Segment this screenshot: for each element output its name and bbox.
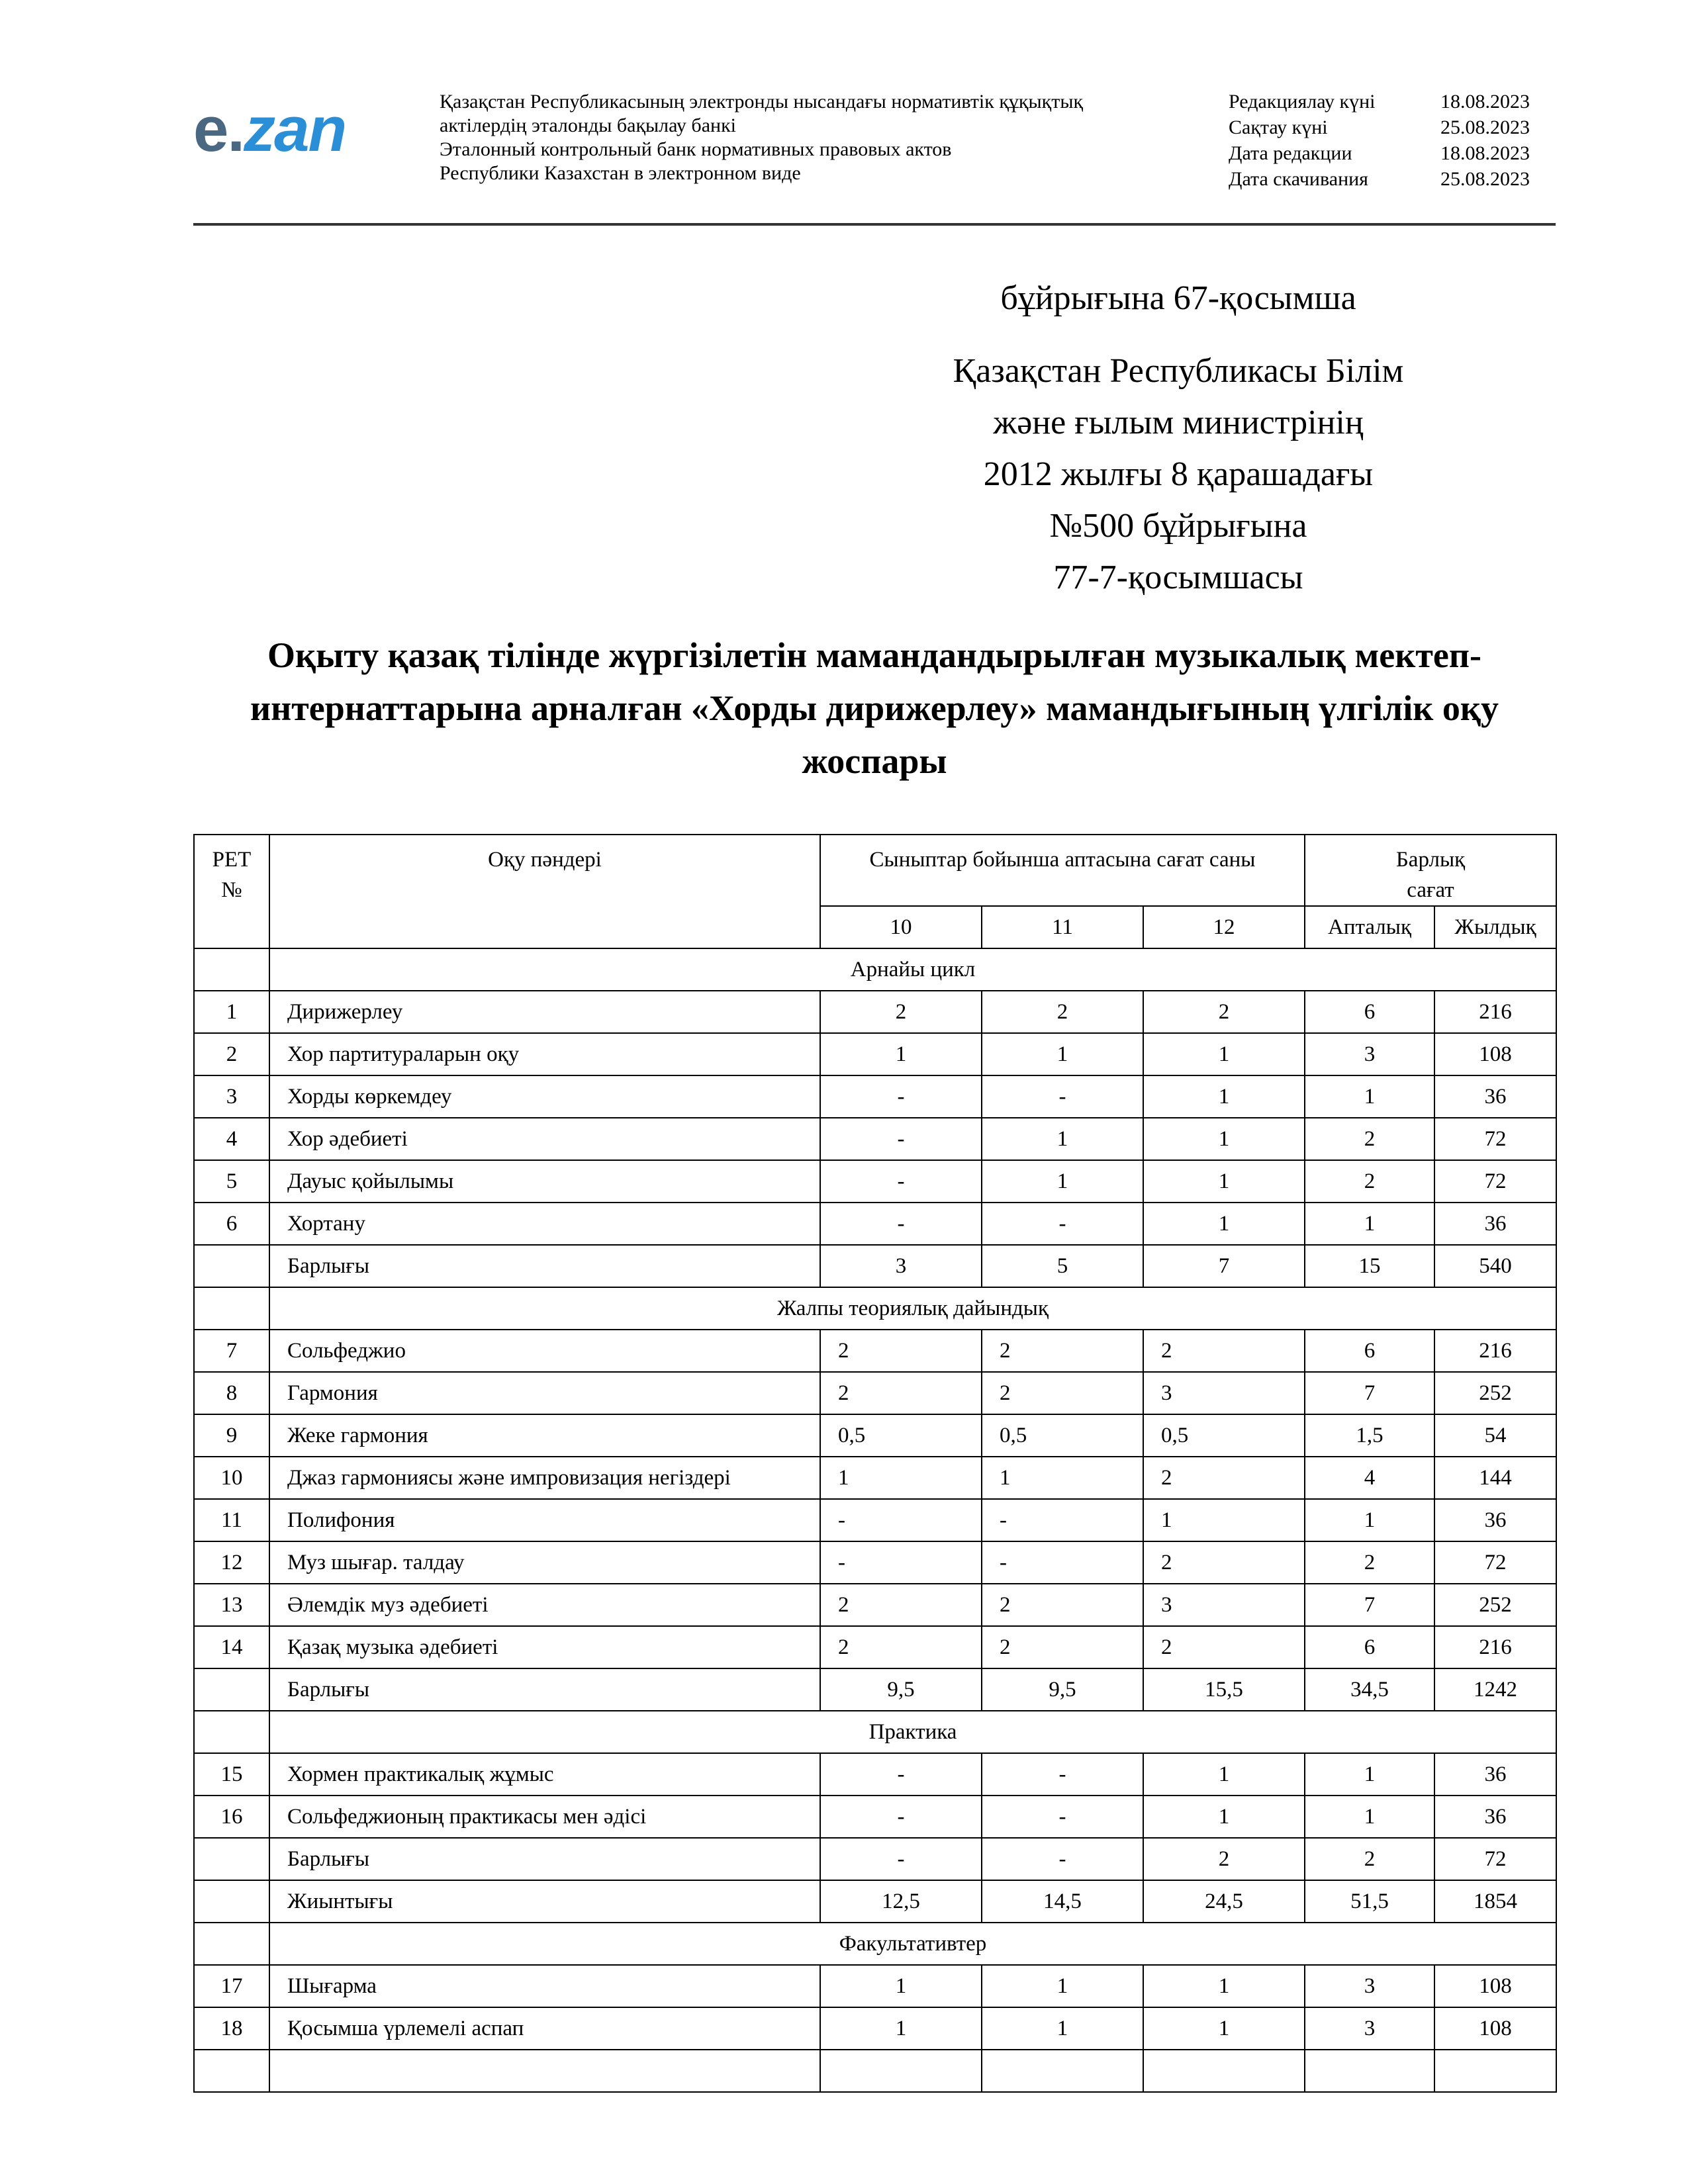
row-subject: Жеке гармония [269, 1414, 820, 1457]
row-grade-11: 1 [982, 1965, 1143, 2007]
row-grade-11: - [982, 1838, 1143, 1880]
row-subject: Барлығы [269, 1245, 820, 1287]
table-row [194, 1203, 1556, 1245]
table-row [194, 1160, 1556, 1203]
row-weekly: 1 [1305, 1499, 1434, 1541]
section-name: Арнайы цикл [269, 948, 1556, 991]
row-yearly: 216 [1434, 1626, 1556, 1668]
row-subject: Әлемдік муз әдебиеті [269, 1584, 820, 1626]
row-number: 10 [194, 1457, 269, 1499]
table-row [194, 1118, 1556, 1160]
row-grade-11: 0,5 [982, 1414, 1143, 1457]
row-grade-12: 3 [1143, 1372, 1305, 1414]
row-grade-10: 0,5 [820, 1414, 982, 1457]
empty-cell [982, 2050, 1143, 2092]
row-weekly: 7 [1305, 1584, 1434, 1626]
row-yearly: 1242 [1434, 1668, 1556, 1711]
meta-value: 18.08.2023 [1440, 91, 1530, 113]
row-subject: Хортану [269, 1203, 820, 1245]
row-subject: Джаз гармониясы және импровизация негіздері [269, 1457, 820, 1499]
meta-label: Сақтау күні [1229, 116, 1328, 138]
table-row [194, 1372, 1556, 1414]
header-description-line: Эталонный контрольный банк нормативных правовых актов [440, 138, 952, 160]
row-subject: Шығарма [269, 1965, 820, 2007]
meta-row [1229, 114, 1540, 140]
row-grade-11: 14,5 [982, 1880, 1143, 1923]
row-subject: Қосымша үрлемелі аспап [269, 2007, 820, 2050]
header-description-line: Қазақстан Республикасының электронды нысандағы нормативтік құқықтық [440, 91, 1084, 113]
header-divider [193, 223, 1556, 226]
row-subject: Қазақ музыка әдебиеті [269, 1626, 820, 1668]
header-subject: Оқу пәндері [269, 835, 820, 948]
row-grade-10: 2 [820, 1330, 982, 1372]
header-weekly: Апталық [1305, 906, 1434, 948]
row-grade-11: 1 [982, 1033, 1143, 1075]
row-weekly: 51,5 [1305, 1880, 1434, 1923]
row-weekly: 2 [1305, 1160, 1434, 1203]
header-description-line: Республики Казахстан в электронном виде [440, 162, 801, 184]
header-grade-12: 12 [1143, 906, 1305, 948]
row-number: 4 [194, 1118, 269, 1160]
row-grade-11: 1 [982, 1457, 1143, 1499]
table-row [194, 1584, 1556, 1626]
row-yearly: 36 [1434, 1203, 1556, 1245]
row-number: 7 [194, 1330, 269, 1372]
table-row [194, 991, 1556, 1033]
row-yearly: 216 [1434, 1330, 1556, 1372]
meta-value: 25.08.2023 [1440, 116, 1530, 138]
section-header-row [194, 1711, 1556, 1753]
section-header-row [194, 1923, 1556, 1965]
row-yearly: 1854 [1434, 1880, 1556, 1923]
row-number: 5 [194, 1160, 269, 1203]
logo-zan: zan [244, 94, 346, 165]
table-row [194, 1457, 1556, 1499]
row-yearly: 36 [1434, 1499, 1556, 1541]
row-yearly: 108 [1434, 2007, 1556, 2050]
row-weekly: 2 [1305, 1838, 1434, 1880]
row-grade-10: 1 [820, 1033, 982, 1075]
table-header-row [194, 835, 1556, 906]
row-grade-10: - [820, 1499, 982, 1541]
row-grade-11: 5 [982, 1245, 1143, 1287]
row-yearly: 216 [1434, 991, 1556, 1033]
table-row [194, 1668, 1556, 1711]
logo-dot: . [227, 94, 244, 165]
row-grade-11: 1 [982, 2007, 1143, 2050]
header-description [440, 90, 1168, 185]
row-yearly: 72 [1434, 1118, 1556, 1160]
row-number: 12 [194, 1541, 269, 1584]
row-number: 9 [194, 1414, 269, 1457]
row-number: 8 [194, 1372, 269, 1414]
table-row [194, 1245, 1556, 1287]
empty-cell [194, 2050, 269, 2092]
header-num: РЕТ № [194, 835, 269, 948]
section-num-cell [194, 948, 269, 991]
row-grade-12: 1 [1143, 1118, 1305, 1160]
row-number: 16 [194, 1796, 269, 1838]
annex-block [861, 345, 1496, 604]
row-yearly: 36 [1434, 1075, 1556, 1118]
row-grade-10: - [820, 1075, 982, 1118]
row-yearly: 144 [1434, 1457, 1556, 1499]
row-subject: Хорды көркемдеу [269, 1075, 820, 1118]
row-grade-12: 3 [1143, 1584, 1305, 1626]
row-grade-11: - [982, 1075, 1143, 1118]
meta-label: Редакциялау күні [1229, 91, 1376, 113]
row-subject: Хормен практикалық жұмыс [269, 1753, 820, 1796]
empty-cell [1305, 2050, 1434, 2092]
row-grade-10: - [820, 1118, 982, 1160]
row-grade-11: - [982, 1499, 1143, 1541]
row-grade-12: 1 [1143, 1753, 1305, 1796]
row-grade-12: 2 [1143, 1838, 1305, 1880]
table-row [194, 1330, 1556, 1372]
row-grade-12: 1 [1143, 1033, 1305, 1075]
row-grade-12: 24,5 [1143, 1880, 1305, 1923]
row-subject: Жиынтығы [269, 1880, 820, 1923]
row-weekly: 6 [1305, 1626, 1434, 1668]
row-subject: Муз шығар. талдау [269, 1541, 820, 1584]
row-yearly: 36 [1434, 1753, 1556, 1796]
row-grade-11: 1 [982, 1160, 1143, 1203]
row-weekly: 1 [1305, 1203, 1434, 1245]
row-number: 18 [194, 2007, 269, 2050]
table-row [194, 1796, 1556, 1838]
row-grade-10: 1 [820, 1457, 982, 1499]
row-grade-10: 2 [820, 1626, 982, 1668]
row-weekly: 6 [1305, 1330, 1434, 1372]
row-number: 11 [194, 1499, 269, 1541]
section-num-cell [194, 1923, 269, 1965]
meta-row [1229, 166, 1540, 192]
empty-cell [820, 2050, 982, 2092]
title-line: интернаттарына арналған «Хорды дирижерлеу» мамандығының үлгілік оқу [250, 688, 1499, 728]
row-grade-12: 1 [1143, 1499, 1305, 1541]
row-grade-10: - [820, 1753, 982, 1796]
row-weekly: 7 [1305, 1372, 1434, 1414]
row-number: 15 [194, 1753, 269, 1796]
section-name: Жалпы теориялық дайындық [269, 1287, 1556, 1330]
table-row [194, 1838, 1556, 1880]
row-yearly: 72 [1434, 1541, 1556, 1584]
row-grade-10: 2 [820, 1584, 982, 1626]
annex-line: 77-7-қосымшасы [1053, 559, 1303, 596]
row-subject: Дауыс қойылымы [269, 1160, 820, 1203]
header-meta [1229, 89, 1540, 192]
row-subject: Гармония [269, 1372, 820, 1414]
row-grade-10: - [820, 1203, 982, 1245]
row-grade-12: 1 [1143, 1965, 1305, 2007]
row-grade-11: - [982, 1796, 1143, 1838]
row-weekly: 2 [1305, 1118, 1434, 1160]
meta-row [1229, 140, 1540, 166]
header-description-line: актілердің эталонды бақылау банкі [440, 114, 736, 136]
row-grade-11: 2 [982, 1584, 1143, 1626]
row-grade-11: 1 [982, 1118, 1143, 1160]
section-num-cell [194, 1711, 269, 1753]
row-yearly: 108 [1434, 1965, 1556, 2007]
row-grade-11: 9,5 [982, 1668, 1143, 1711]
header-grade-10: 10 [820, 906, 982, 948]
table-row [194, 1753, 1556, 1796]
header-total: Барлық сағат [1305, 835, 1556, 906]
table-row [194, 2007, 1556, 2050]
row-weekly: 1 [1305, 1753, 1434, 1796]
row-grade-12: 2 [1143, 1457, 1305, 1499]
row-grade-10: 1 [820, 2007, 982, 2050]
row-weekly: 1 [1305, 1075, 1434, 1118]
section-name: Факультативтер [269, 1923, 1556, 1965]
row-subject: Хор әдебиеті [269, 1118, 820, 1160]
row-grade-12: 15,5 [1143, 1668, 1305, 1711]
row-weekly: 3 [1305, 2007, 1434, 2050]
table-row-empty [194, 2050, 1556, 2092]
row-grade-11: - [982, 1203, 1143, 1245]
empty-cell [269, 2050, 820, 2092]
row-subject: Сольфеджионың практикасы мен әдісі [269, 1796, 820, 1838]
row-number: 14 [194, 1626, 269, 1668]
curriculum-table [193, 834, 1557, 2093]
meta-row [1229, 89, 1540, 114]
row-yearly: 72 [1434, 1160, 1556, 1203]
row-weekly: 6 [1305, 991, 1434, 1033]
row-weekly: 2 [1305, 1541, 1434, 1584]
annex-line: Қазақстан Республикасы Білім [953, 352, 1404, 390]
row-yearly: 252 [1434, 1584, 1556, 1626]
row-grade-12: 1 [1143, 1203, 1305, 1245]
row-grade-11: 2 [982, 1626, 1143, 1668]
empty-cell [1143, 2050, 1305, 2092]
row-grade-10: 12,5 [820, 1880, 982, 1923]
row-yearly: 72 [1434, 1838, 1556, 1880]
section-header-row [194, 948, 1556, 991]
row-number: 2 [194, 1033, 269, 1075]
row-grade-12: 2 [1143, 1330, 1305, 1372]
row-number [194, 1245, 269, 1287]
row-weekly: 1 [1305, 1796, 1434, 1838]
row-number [194, 1838, 269, 1880]
row-number: 6 [194, 1203, 269, 1245]
row-grade-10: - [820, 1541, 982, 1584]
meta-value: 25.08.2023 [1440, 168, 1530, 190]
row-weekly: 3 [1305, 1033, 1434, 1075]
row-subject: Сольфеджио [269, 1330, 820, 1372]
section-header-row [194, 1287, 1556, 1330]
row-grade-12: 7 [1143, 1245, 1305, 1287]
table-row [194, 1499, 1556, 1541]
row-grade-10: - [820, 1838, 982, 1880]
row-yearly: 36 [1434, 1796, 1556, 1838]
row-grade-11: - [982, 1753, 1143, 1796]
table-row [194, 1965, 1556, 2007]
row-grade-11: 2 [982, 991, 1143, 1033]
meta-label: Дата скачивания [1229, 168, 1368, 190]
row-weekly: 15 [1305, 1245, 1434, 1287]
row-number [194, 1880, 269, 1923]
header-grade-11: 11 [982, 906, 1143, 948]
row-subject: Полифония [269, 1499, 820, 1541]
row-subject: Барлығы [269, 1668, 820, 1711]
row-grade-12: 2 [1143, 1541, 1305, 1584]
row-grade-12: 0,5 [1143, 1414, 1305, 1457]
row-number: 17 [194, 1965, 269, 2007]
row-grade-10: - [820, 1796, 982, 1838]
row-grade-12: 1 [1143, 1075, 1305, 1118]
row-grade-12: 2 [1143, 991, 1305, 1033]
row-number: 1 [194, 991, 269, 1033]
row-number [194, 1668, 269, 1711]
row-weekly: 34,5 [1305, 1668, 1434, 1711]
row-grade-10: 2 [820, 991, 982, 1033]
section-num-cell [194, 1287, 269, 1330]
row-subject: Барлығы [269, 1838, 820, 1880]
row-number: 3 [194, 1075, 269, 1118]
header-hours: Сыныптар бойынша аптасына сағат саны [820, 835, 1305, 906]
annex-line: бұйрығына 67-қосымша [1000, 279, 1356, 317]
row-grade-10: 1 [820, 1965, 982, 2007]
ezan-logo [193, 94, 346, 165]
title-line: Оқыту қазақ тілінде жүргізілетін мамандандырылған музыкалық мектеп- [267, 635, 1481, 675]
logo-e: e [193, 94, 228, 165]
row-grade-10: - [820, 1160, 982, 1203]
annex-line: №500 бұйрығына [1049, 507, 1307, 545]
row-grade-12: 1 [1143, 2007, 1305, 2050]
row-yearly: 108 [1434, 1033, 1556, 1075]
row-subject: Хор партитураларын оқу [269, 1033, 820, 1075]
row-grade-10: 9,5 [820, 1668, 982, 1711]
row-grade-12: 2 [1143, 1626, 1305, 1668]
table-row [194, 1541, 1556, 1584]
table-row [194, 1075, 1556, 1118]
section-name: Практика [269, 1711, 1556, 1753]
table-body [194, 948, 1556, 2092]
table-row [194, 1414, 1556, 1457]
header-yearly: Жылдық [1434, 906, 1556, 948]
row-grade-11: 2 [982, 1330, 1143, 1372]
row-grade-12: 1 [1143, 1160, 1305, 1203]
row-grade-12: 1 [1143, 1796, 1305, 1838]
row-yearly: 252 [1434, 1372, 1556, 1414]
row-yearly: 540 [1434, 1245, 1556, 1287]
meta-label: Дата редакции [1229, 142, 1352, 164]
document-title [193, 629, 1556, 788]
table-row [194, 1033, 1556, 1075]
row-weekly: 4 [1305, 1457, 1434, 1499]
row-grade-10: 3 [820, 1245, 982, 1287]
row-grade-11: - [982, 1541, 1143, 1584]
row-subject: Дирижерлеу [269, 991, 820, 1033]
title-line: жоспары [802, 741, 947, 781]
row-grade-11: 2 [982, 1372, 1143, 1414]
row-grade-10: 2 [820, 1372, 982, 1414]
empty-cell [1434, 2050, 1556, 2092]
meta-value: 18.08.2023 [1440, 142, 1530, 164]
annex-line: және ғылым министрінің [993, 404, 1364, 441]
annex-line: 2012 жылғы 8 қарашадағы [983, 455, 1374, 493]
table-row [194, 1880, 1556, 1923]
row-yearly: 54 [1434, 1414, 1556, 1457]
table-row [194, 1626, 1556, 1668]
row-number: 13 [194, 1584, 269, 1626]
row-weekly: 3 [1305, 1965, 1434, 2007]
row-weekly: 1,5 [1305, 1414, 1434, 1457]
